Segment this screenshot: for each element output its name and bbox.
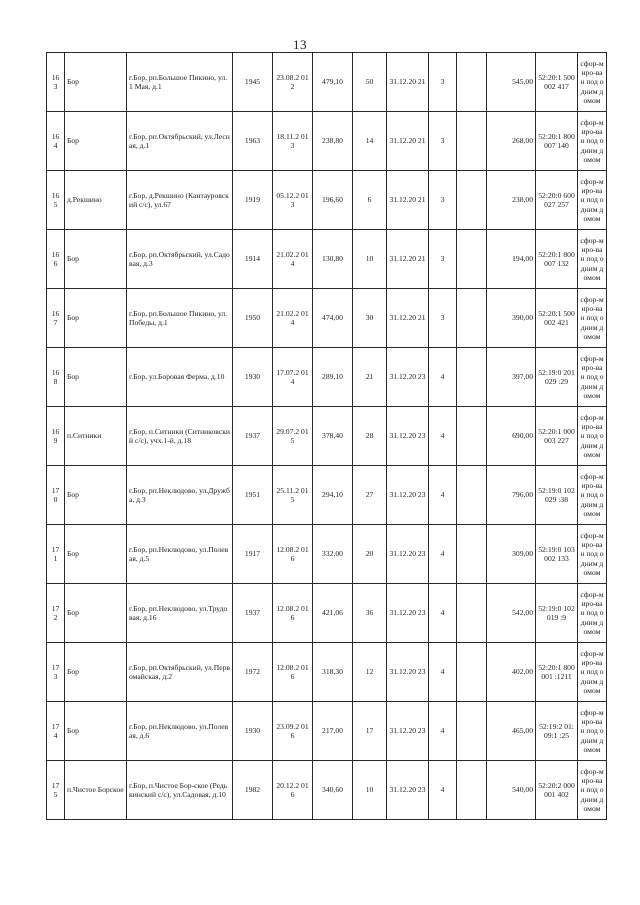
registration-date: 12.08.2 016 [273,643,313,702]
row-number: 16 4 [47,112,65,171]
registration-date: 25.11.2 015 [273,466,313,525]
land-formation-status: сфор-миро-ван под одним домом [578,466,607,525]
table-body [47,53,607,820]
land-formation-status: сфор-миро-ван под одним домом [578,643,607,702]
total-area: 130,80 [313,230,353,289]
cost-value: 309,00 [487,525,536,584]
construction-year: 1917 [233,525,273,584]
address: г.Бор, рп.Октябрьский, ул.Садовая, д.3 [127,230,233,289]
empty-cell [457,112,487,171]
address: г.Бор, рп.Октябрьский, ул.Первомайская, д.2 [127,643,233,702]
cadastral-number: 52:20:2 000001 402 [536,761,578,820]
locality: Бор [65,643,127,702]
repair-stage: 3 [429,171,457,230]
residents-count: 10 [353,761,387,820]
empty-cell [457,584,487,643]
locality: п.Ситники [65,407,127,466]
empty-cell [457,171,487,230]
residents-count: 17 [353,702,387,761]
total-area: 378,40 [313,407,353,466]
residents-count: 27 [353,466,387,525]
address: г.Бор, рп.Большое Пикино, ул.1 Мая, д.1 [127,53,233,112]
cost-value: 397,00 [487,348,536,407]
construction-year: 1937 [233,407,273,466]
cost-value: 390,00 [487,289,536,348]
residents-count: 12 [353,643,387,702]
construction-year: 1982 [233,761,273,820]
table-row [47,348,607,407]
repair-stage: 4 [429,525,457,584]
locality: д.Рекшино [65,171,127,230]
locality: Бор [65,584,127,643]
residents-count: 20 [353,525,387,584]
residents-count: 6 [353,171,387,230]
locality: Бор [65,112,127,171]
repair-stage: 4 [429,348,457,407]
table-row [47,466,607,525]
row-number: 17 4 [47,702,65,761]
page-number: 13 [293,37,307,52]
locality: Бор [65,230,127,289]
registration-date: 29.07.2 015 [273,407,313,466]
registration-date: 12.08.2 016 [273,525,313,584]
cost-value: 268,00 [487,112,536,171]
land-formation-status: сфор-миро-ван под одним домом [578,53,607,112]
land-formation-status: сфор-миро-ван под одним домом [578,348,607,407]
table-row [47,289,607,348]
address: г.Бор, рп.Большое Пикино, ул.Победы, д.1 [127,289,233,348]
planned-date: 31.12.20 21 [387,112,429,171]
table-row [47,584,607,643]
land-formation-status: сфор-миро-ван под одним домом [578,230,607,289]
table-row [47,407,607,466]
residents-count: 14 [353,112,387,171]
row-number: 16 7 [47,289,65,348]
construction-year: 1950 [233,289,273,348]
row-number: 17 3 [47,643,65,702]
residents-count: 50 [353,53,387,112]
table-row [47,230,607,289]
planned-date: 31.12.20 23 [387,702,429,761]
empty-cell [457,643,487,702]
planned-date: 31.12.20 21 [387,53,429,112]
registration-date: 21.02.2 014 [273,289,313,348]
planned-date: 31.12.20 23 [387,466,429,525]
row-number: 16 5 [47,171,65,230]
registration-date: 17.07.2 014 [273,348,313,407]
registration-date: 18.11.2 013 [273,112,313,171]
total-area: 196,60 [313,171,353,230]
locality: п.Чистое Борское [65,761,127,820]
address: г.Бор, рп.Неклюдово, ул.Полевая, д.5 [127,525,233,584]
locality: Бор [65,702,127,761]
empty-cell [457,53,487,112]
table-row [47,643,607,702]
construction-year: 1951 [233,466,273,525]
repair-stage: 3 [429,230,457,289]
land-formation-status: сфор-миро-ван под одним домом [578,112,607,171]
row-number: 16 9 [47,407,65,466]
registration-date: 23.08.2 012 [273,53,313,112]
planned-date: 31.12.20 21 [387,289,429,348]
address: г.Бор, рп.Октябрьский, ул.Лесная, д.1 [127,112,233,171]
repair-stage: 3 [429,112,457,171]
repair-stage: 4 [429,466,457,525]
cadastral-number: 52:19:2 01:09:1 :25 [536,702,578,761]
total-area: 294,10 [313,466,353,525]
empty-cell [457,407,487,466]
row-number: 17 2 [47,584,65,643]
table-row [47,171,607,230]
table-row [47,702,607,761]
table-row [47,525,607,584]
cadastral-number: 52:20:1 800007 140 [536,112,578,171]
empty-cell [457,466,487,525]
land-formation-status: сфор-миро-ван под одним домом [578,761,607,820]
table-row [47,761,607,820]
repair-stage: 4 [429,584,457,643]
total-area: 421,06 [313,584,353,643]
repair-stage: 4 [429,761,457,820]
repair-stage: 3 [429,289,457,348]
planned-date: 31.12.20 23 [387,407,429,466]
total-area: 238,80 [313,112,353,171]
cadastral-number: 52:20:1 500002 421 [536,289,578,348]
row-number: 16 3 [47,53,65,112]
land-formation-status: сфор-миро-ван под одним домом [578,171,607,230]
cost-value: 796,00 [487,466,536,525]
address: г.Бор, п.Чистое Бор-ское (Редькинский с/с), ул.Садовая, д.10 [127,761,233,820]
planned-date: 31.12.20 23 [387,761,429,820]
total-area: 318,30 [313,643,353,702]
land-formation-status: сфор-миро-ван под одним домом [578,407,607,466]
cost-value: 540,00 [487,761,536,820]
cadastral-number: 52:20:1 800001 :1211 [536,643,578,702]
table-row [47,112,607,171]
total-area: 474,00 [313,289,353,348]
planned-date: 31.12.20 23 [387,525,429,584]
total-area: 217,00 [313,702,353,761]
address: г.Бор, рп.Неклюдово, ул.Трудовая, д.16 [127,584,233,643]
table-row [47,53,607,112]
construction-year: 1930 [233,702,273,761]
row-number: 17 5 [47,761,65,820]
cadastral-number: 52:19:0 103002 133 [536,525,578,584]
total-area: 289,10 [313,348,353,407]
residents-count: 21 [353,348,387,407]
total-area: 479,10 [313,53,353,112]
empty-cell [457,702,487,761]
residents-count: 30 [353,289,387,348]
residents-count: 10 [353,230,387,289]
cost-value: 545,00 [487,53,536,112]
land-formation-status: сфор-миро-ван под одним домом [578,525,607,584]
construction-year: 1972 [233,643,273,702]
cadastral-number: 52:19:0 201029 :29 [536,348,578,407]
planned-date: 31.12.20 21 [387,171,429,230]
repair-stage: 4 [429,702,457,761]
registration-date: 12.08.2 016 [273,584,313,643]
registration-date: 23.09.2 016 [273,702,313,761]
empty-cell [457,230,487,289]
repair-stage: 4 [429,407,457,466]
repair-stage: 3 [429,53,457,112]
locality: Бор [65,289,127,348]
empty-cell [457,761,487,820]
cadastral-number: 52:20:1 000003 227 [536,407,578,466]
empty-cell [457,289,487,348]
planned-date: 31.12.20 23 [387,643,429,702]
cadastral-number: 52:20:1 500002 417 [536,53,578,112]
address: г.Бор, ул.Боровая Ферма, д.10 [127,348,233,407]
cadastral-number: 52:19:0 102019 :9 [536,584,578,643]
cost-value: 194,00 [487,230,536,289]
empty-cell [457,525,487,584]
registration-date: 21.02.2 014 [273,230,313,289]
row-number: 16 6 [47,230,65,289]
planned-date: 31.12.20 21 [387,230,429,289]
total-area: 340,60 [313,761,353,820]
cost-value: 402,00 [487,643,536,702]
registration-date: 05.12.2 013 [273,171,313,230]
cost-value: 465,00 [487,702,536,761]
land-formation-status: сфор-миро-ван под одним домом [578,584,607,643]
address: г.Бор, рп.Неклюдово, ул.Полевая, д.6 [127,702,233,761]
locality: Бор [65,525,127,584]
construction-year: 1919 [233,171,273,230]
address: г.Бор, п.Ситники (Ситниковский с/с), учх.1-й, д.18 [127,407,233,466]
locality: Бор [65,348,127,407]
construction-year: 1930 [233,348,273,407]
registration-date: 20.12.2 016 [273,761,313,820]
row-number: 16 8 [47,348,65,407]
construction-year: 1937 [233,584,273,643]
row-number: 17 1 [47,525,65,584]
residents-count: 36 [353,584,387,643]
row-number: 17 0 [47,466,65,525]
planned-date: 31.12.20 23 [387,584,429,643]
total-area: 332,00 [313,525,353,584]
locality: Бор [65,466,127,525]
housing-registry-table [46,52,607,820]
empty-cell [457,348,487,407]
cadastral-number: 52:19:0 102029 :38 [536,466,578,525]
construction-year: 1963 [233,112,273,171]
planned-date: 31.12.20 23 [387,348,429,407]
address: г.Бор, рп.Неклюдово, ул.Дружба, д.3 [127,466,233,525]
address: г.Бор, д.Рекшино (Кантауровский с/с), ул.67 [127,171,233,230]
land-formation-status: сфор-миро-ван под одним домом [578,702,607,761]
construction-year: 1945 [233,53,273,112]
cadastral-number: 52:20:0 600027 257 [536,171,578,230]
cost-value: 542,00 [487,584,536,643]
cadastral-number: 52:20:1 800007 132 [536,230,578,289]
land-formation-status: сфор-миро-ван под одним домом [578,289,607,348]
construction-year: 1914 [233,230,273,289]
locality: Бор [65,53,127,112]
cost-value: 690,00 [487,407,536,466]
repair-stage: 4 [429,643,457,702]
residents-count: 28 [353,407,387,466]
cost-value: 238,00 [487,171,536,230]
